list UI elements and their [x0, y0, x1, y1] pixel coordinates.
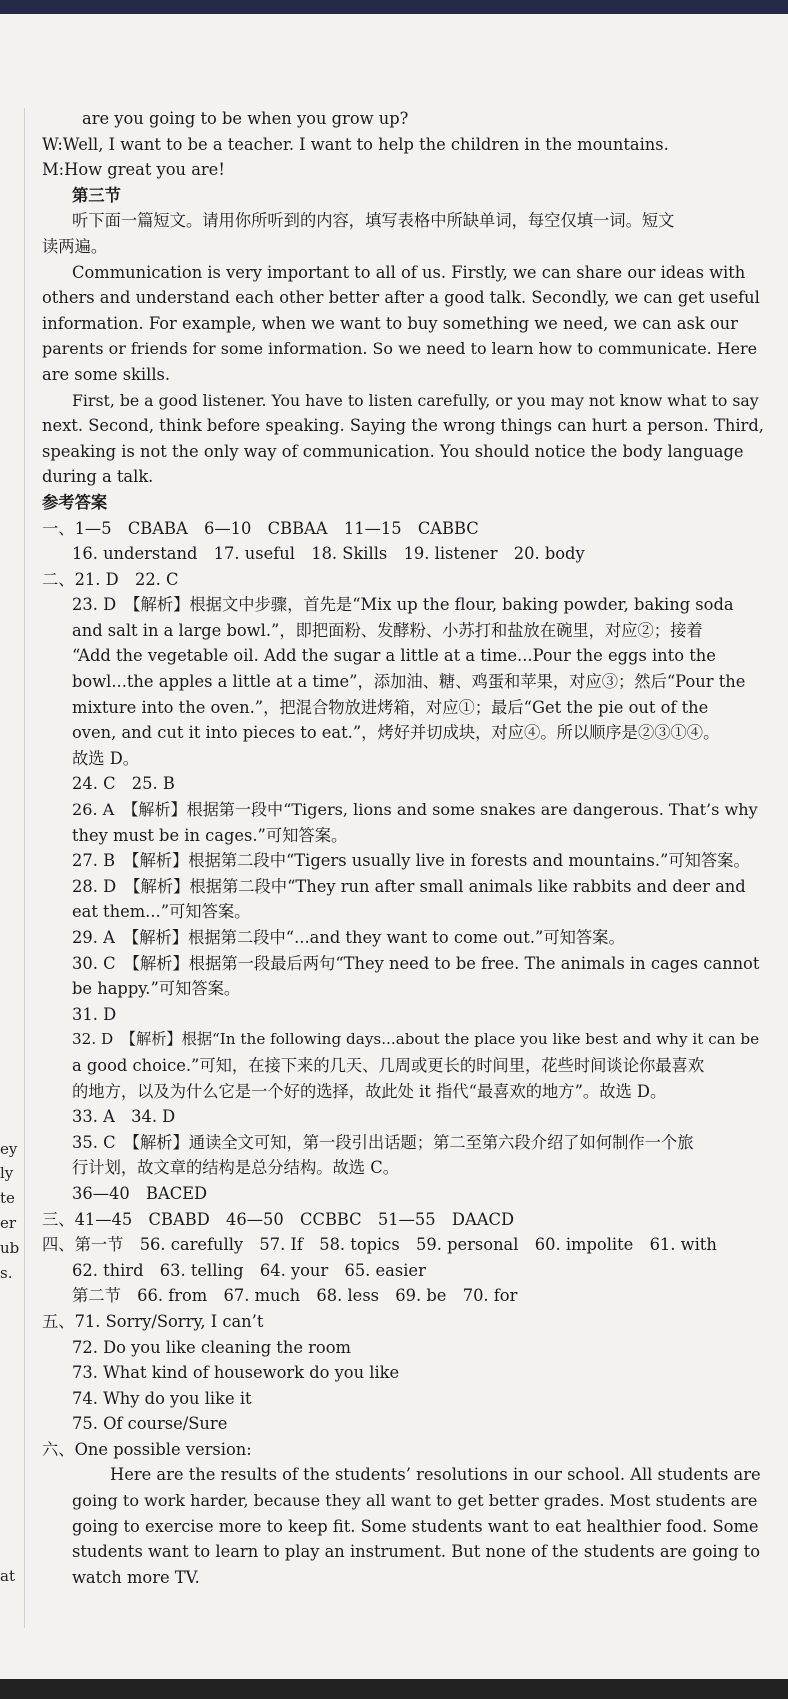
answer-line: 24. C 25. B — [72, 774, 175, 794]
passage-line: First, be a good listener. You have to listen carefully, or you may not know what to say — [72, 390, 759, 410]
margin-fragment: ey — [0, 1140, 18, 1158]
answer-page-content — [42, 106, 764, 1590]
answer-line: 73. What kind of housework do you like — [72, 1363, 400, 1383]
explanation-line: 的地方，以及为什么它是一个好的选择，故此处 it 指代“最喜欢的地方”。故选 D。 — [72, 1081, 667, 1101]
explanation-line: and salt in a large bowl.”，即把面粉、发酵粉、小苏打和盐放在碗里，对应②；接着 — [72, 620, 703, 640]
explanation-line: bowl...the apples a little at a time”，添加油、糖、鸡蛋和苹果，对应③；然后“Pour the — [72, 672, 746, 692]
explanation-line: 23. D 【解析】根据文中步骤，首先是“Mix up the flour, baking powder, baking soda — [72, 595, 734, 615]
passage-line: parents or friends for some information. So we need to learn how to communicate. Here — [42, 339, 758, 359]
explanation-line: oven, and cut it into pieces to eat.”，烤好并切成块，对应④。所以顺序是②③①④。 — [72, 723, 720, 743]
listening-text-line: W:Well, I want to be a teacher. I want to help the children in the mountains. — [42, 134, 669, 154]
explanation-line: 27. B 【解析】根据第二段中“Tigers usually live in forests and mountains.”可知答案。 — [72, 851, 750, 871]
answer-line: 四、第一节 56. carefully 57. If 58. topics 59. personal 60. impolite 61. with — [42, 1235, 717, 1255]
answer-line: 16. understand 17. useful 18. Skills 19. listener 20. body — [72, 544, 585, 564]
answer-line: 62. third 63. telling 64. your 65. easier — [72, 1260, 426, 1280]
explanation-line: 30. C 【解析】根据第一段最后两句“They need to be free. The animals in cages cannot — [72, 953, 760, 973]
explanation-line: “Add the vegetable oil. Add the sugar a little at a time...Pour the eggs into the — [72, 646, 716, 666]
answer-line: 72. Do you like cleaning the room — [72, 1337, 351, 1357]
answer-line: 36—40 BACED — [72, 1183, 208, 1203]
passage-line: during a talk. — [42, 467, 154, 487]
listening-text-line: are you going to be when you grow up? — [82, 109, 409, 128]
answer-line: 33. A 34. D — [72, 1107, 176, 1127]
answer-key-heading: 参考答案 — [42, 492, 108, 512]
listening-text-line: M:How great you are! — [42, 160, 225, 180]
margin-fragment: ly — [0, 1164, 14, 1182]
essay-line: Here are the results of the students’ resolutions in our school. All students are — [110, 1465, 761, 1485]
explanation-line: be happy.”可知答案。 — [72, 979, 241, 999]
explanation-line: eat them...”可知答案。 — [72, 902, 251, 922]
scan-top-edge — [0, 0, 788, 14]
explanation-line: they must be in cages.”可知答案。 — [72, 825, 348, 845]
explanation-line: 29. A 【解析】根据第二段中“...and they want to come out.”可知答案。 — [72, 928, 625, 947]
essay-line: going to exercise more to keep fit. Some students want to eat healthier food. Some — [72, 1516, 759, 1536]
explanation-line: a good choice.”可知，在接下来的几天、几周或更长的时间里，花些时间谈论你最喜欢 — [72, 1055, 705, 1075]
answer-line: 一、1—5 CBABA 6—10 CBBAA 11—15 CABBC — [42, 518, 479, 538]
answer-line: 六、One possible version: — [42, 1439, 252, 1459]
passage-line: are some skills. — [42, 364, 171, 384]
answer-line: 第二节 66. from 67. much 68. less 69. be 70. for — [72, 1286, 518, 1306]
essay-line: students want to learn to play an instrument. But none of the students are going to — [72, 1542, 761, 1562]
margin-fragment: s. — [0, 1264, 13, 1282]
explanation-line: 35. C 【解析】通读全文可知，第一段引出话题；第二至第六段介绍了如何制作一个旅 — [72, 1132, 694, 1152]
margin-fragment: at — [0, 1567, 15, 1585]
answer-line: 74. Why do you like it — [72, 1388, 252, 1408]
answer-line: 五、71. Sorry/Sorry, I can’t — [42, 1311, 264, 1331]
explanation-line: 故选 D。 — [72, 748, 140, 768]
passage-line: Communication is very important to all of us. Firstly, we can share our ideas with — [72, 262, 746, 282]
explanation-line: 32. D 【解析】根据“In the following days...about the place you like best and why it can be — [72, 1030, 760, 1049]
passage-line: speaking is not the only way of communication. You should notice the body language — [42, 441, 744, 461]
instruction-line: 读两遍。 — [42, 236, 108, 256]
explanation-line: 行计划，故文章的结构是总分结构。故选 C。 — [72, 1158, 399, 1178]
passage-line: information. For example, when we want to buy something we need, we can ask our — [42, 313, 738, 333]
answer-line: 31. D — [72, 1004, 117, 1024]
passage-line: next. Second, think before speaking. Saying the wrong things can hurt a person. Third, — [42, 416, 764, 436]
answer-line: 二、21. D 22. C — [42, 569, 179, 589]
answer-line: 75. Of course/Sure — [72, 1414, 228, 1434]
instruction-line: 听下面一篇短文。请用你所听到的内容，填写表格中所缺单词，每空仅填一词。短文 — [72, 211, 675, 231]
margin-fragment: te — [0, 1189, 15, 1207]
section-heading: 第三节 — [72, 185, 121, 205]
margin-fragment: ub — [0, 1239, 20, 1257]
binding-gutter — [24, 108, 25, 1628]
explanation-line: mixture into the oven.”，把混合物放进烤箱，对应①；最后“Get the pie out of the — [72, 697, 709, 717]
margin-fragment: er — [0, 1214, 17, 1232]
answer-line: 三、41—45 CBABD 46—50 CCBBC 51—55 DAACD — [42, 1209, 514, 1229]
passage-line: others and understand each other better after a good talk. Secondly, we can get useful — [42, 288, 760, 308]
essay-line: going to work harder, because they all want to get better grades. Most students are — [72, 1491, 758, 1511]
explanation-line: 26. A 【解析】根据第一段中“Tigers, lions and some snakes are dangerous. That’s why — [72, 800, 758, 820]
scan-bottom-edge — [0, 1679, 788, 1699]
essay-line: watch more TV. — [72, 1567, 200, 1587]
explanation-line: 28. D 【解析】根据第二段中“They run after small animals like rabbits and deer and — [72, 876, 746, 896]
